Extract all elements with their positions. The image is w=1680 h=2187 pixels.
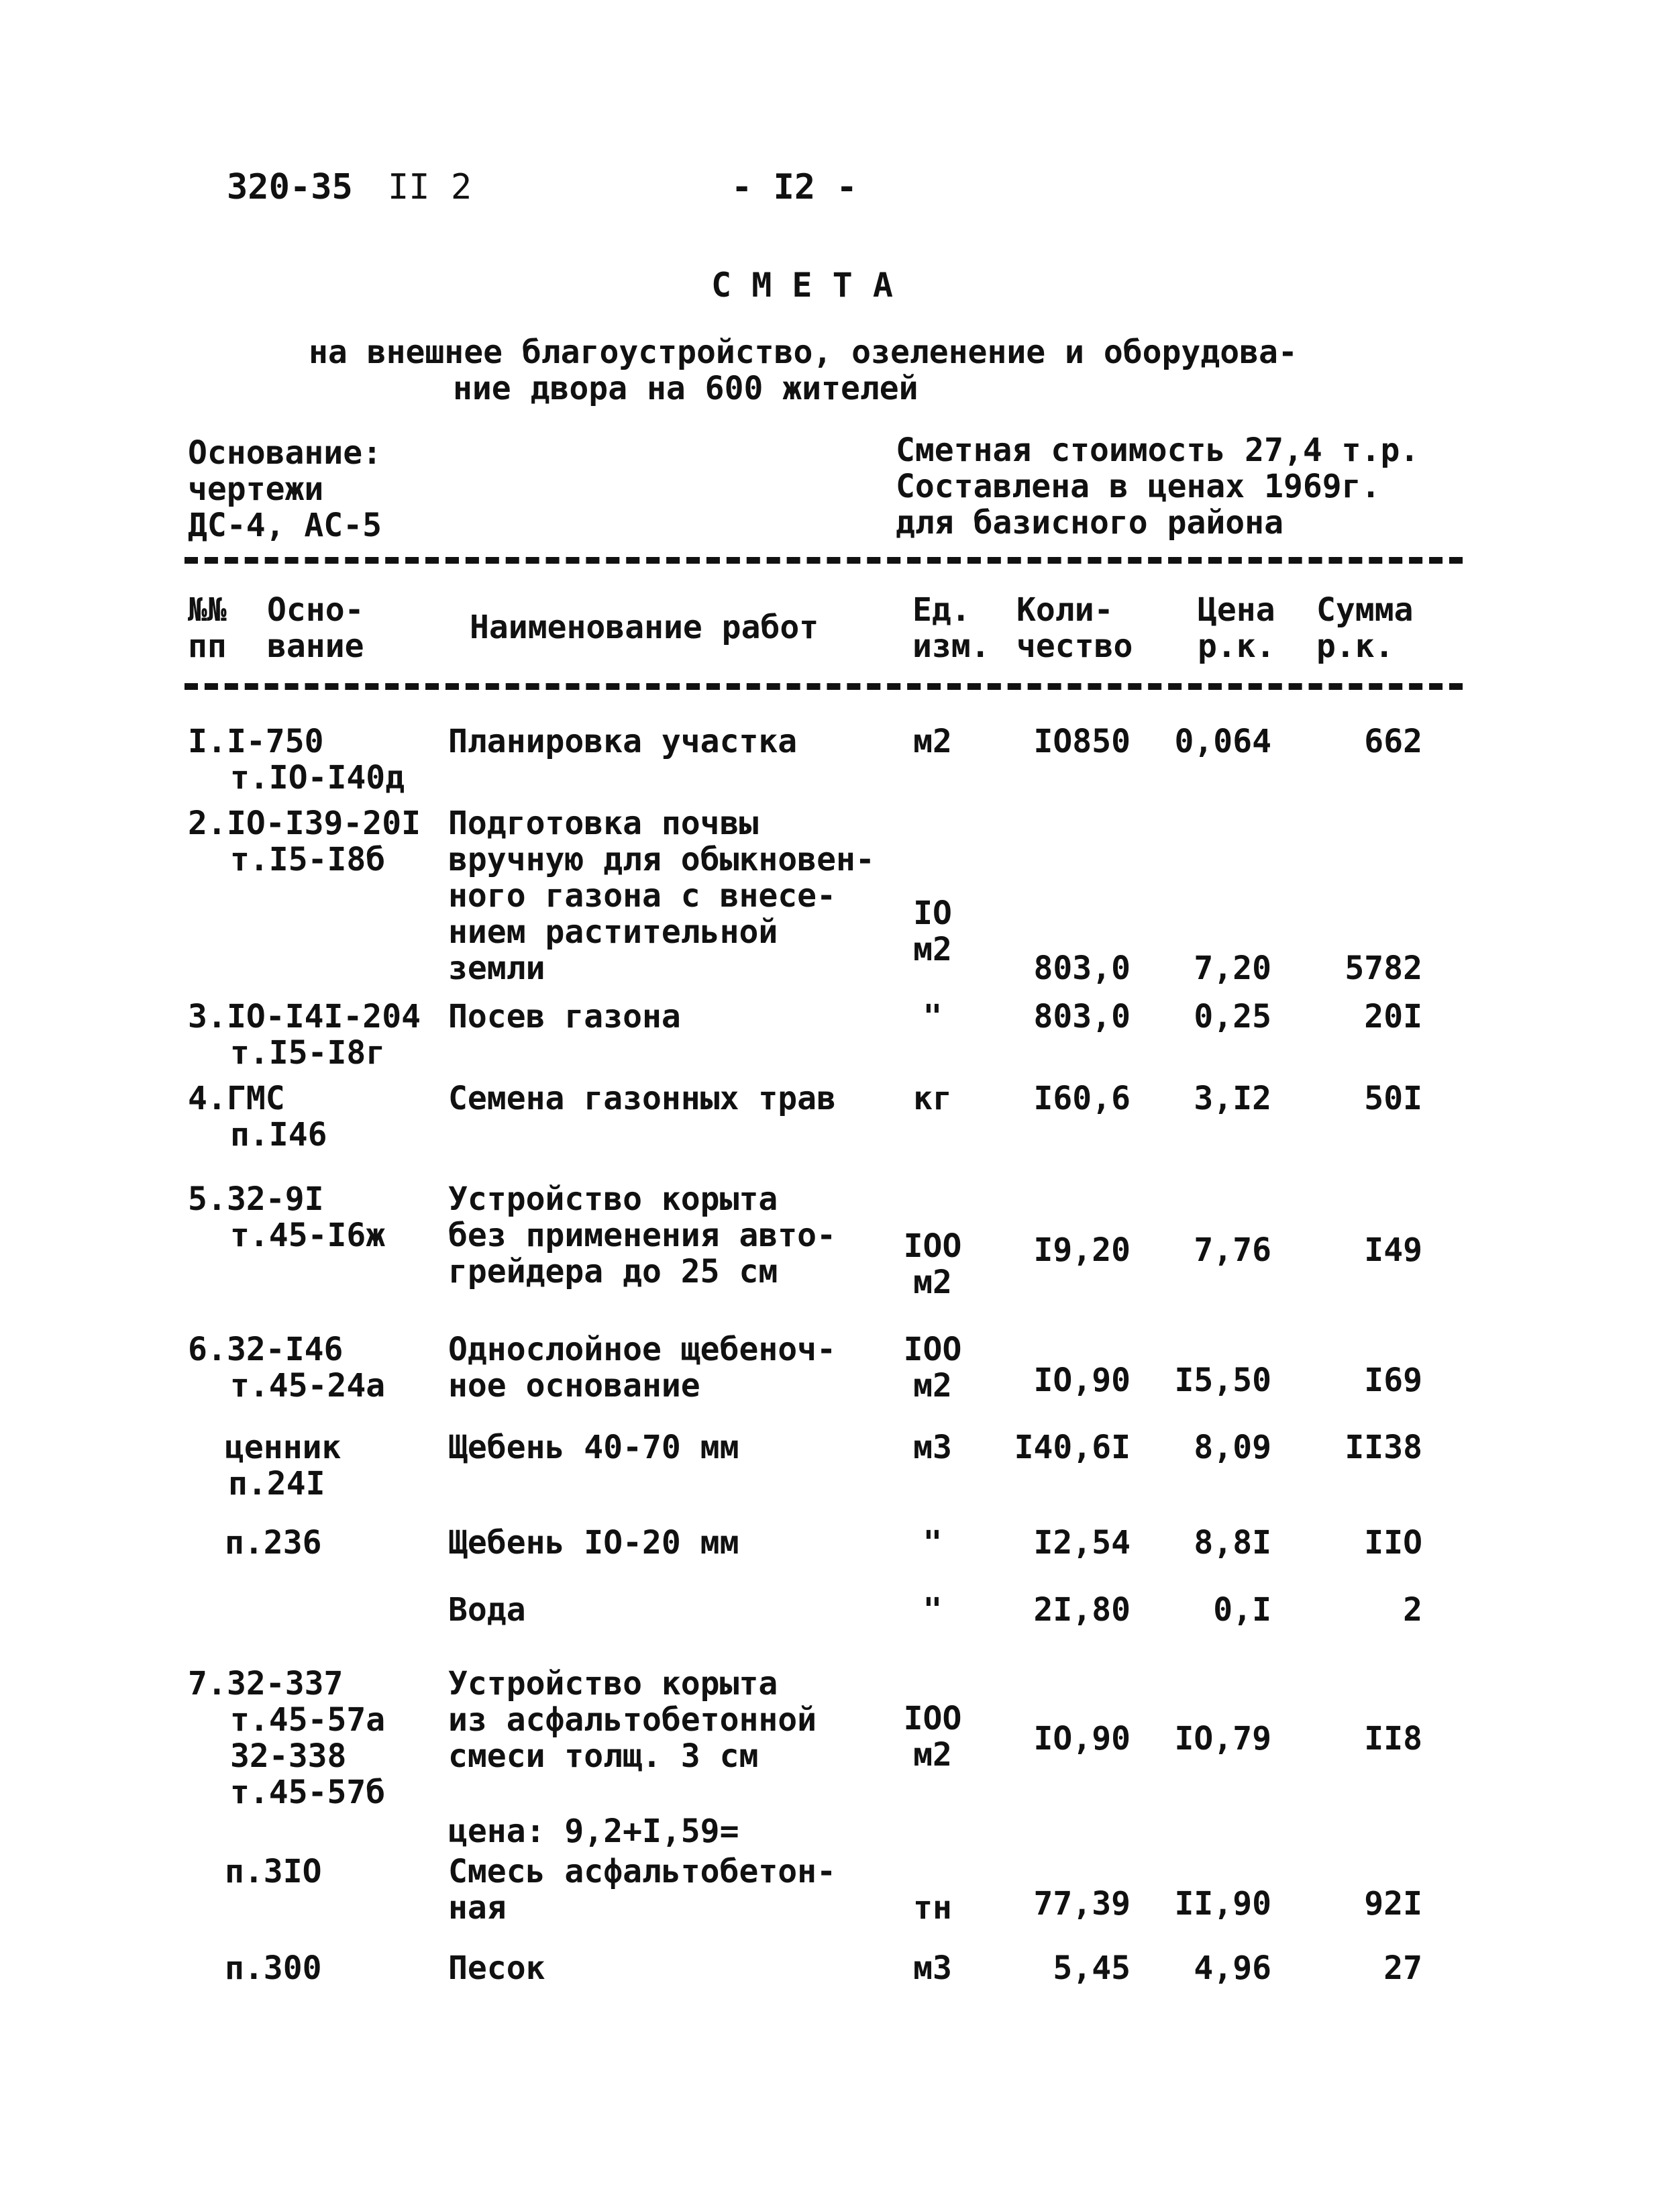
row-quantity: IO850 bbox=[1033, 723, 1131, 760]
basis-line-2: чертежи bbox=[188, 470, 324, 508]
col-header-num-line-2: пп bbox=[188, 627, 227, 665]
row-basis-line: ценник bbox=[225, 1429, 342, 1466]
row-sum: 5782 bbox=[1345, 950, 1422, 987]
cost-info-line-3: для базисного района bbox=[896, 504, 1283, 542]
row-work-name-line: ное основание bbox=[448, 1367, 700, 1405]
col-header-unit-line-2: изм. bbox=[912, 627, 990, 665]
row-sum: 20I bbox=[1364, 998, 1422, 1035]
row-basis-line: п.236 bbox=[225, 1524, 322, 1562]
row-unit-line: м2 bbox=[913, 1736, 952, 1774]
cost-info-line-1: Сметная стоимость 27,4 т.р. bbox=[896, 431, 1420, 469]
row-sum: II8 bbox=[1364, 1720, 1422, 1758]
document-title: С М Е Т А bbox=[711, 266, 893, 305]
divider-top bbox=[185, 557, 1463, 564]
row-sum: II38 bbox=[1345, 1429, 1422, 1466]
col-header-basis-line-2: вание bbox=[267, 627, 364, 665]
row-sum: 50I bbox=[1364, 1080, 1422, 1117]
row-unit-price: II,90 bbox=[1174, 1885, 1271, 1923]
row-unit-price: 4,96 bbox=[1194, 1949, 1271, 1987]
document-code: 320-35 bbox=[227, 167, 353, 207]
row-basis-line: т.IO-I40д bbox=[230, 759, 405, 797]
row-unit-line: " bbox=[923, 1524, 943, 1562]
row-number: 2. bbox=[188, 805, 227, 842]
row-unit-price: 0,064 bbox=[1174, 723, 1271, 760]
row-work-name-line: Посев газона bbox=[448, 998, 681, 1035]
row-sum: 27 bbox=[1383, 1949, 1422, 1987]
row-unit-line: IOO bbox=[903, 1700, 962, 1737]
row-basis-line: 32-338 bbox=[230, 1737, 347, 1775]
row-work-name-line: Устройство корыта bbox=[448, 1180, 778, 1218]
col-header-qty bbox=[1016, 592, 1133, 664]
row-unit-price: 7,20 bbox=[1194, 950, 1271, 987]
row-unit-line: м3 bbox=[913, 1949, 952, 1987]
cost-info-line-2: Составлена в ценах 1969г. bbox=[896, 468, 1381, 505]
row-work-name-line: вручную для обыкновен- bbox=[448, 841, 875, 878]
row-unit-line: " bbox=[923, 998, 943, 1035]
row-quantity: I2,54 bbox=[1033, 1524, 1131, 1562]
basis-line-1: Основание: bbox=[188, 434, 382, 472]
col-header-basis-line-1: Осно- bbox=[267, 591, 364, 629]
row-work-name-line: Щебень 40-70 мм bbox=[448, 1429, 739, 1466]
row-sum: I69 bbox=[1364, 1362, 1422, 1399]
row-basis-line: п.24I bbox=[228, 1465, 325, 1503]
row-unit-price: 7,76 bbox=[1194, 1231, 1271, 1269]
row-quantity: IO,90 bbox=[1033, 1362, 1131, 1399]
row-work-name-line: Подготовка почвы bbox=[448, 805, 759, 842]
row-basis-line: I-750 bbox=[227, 723, 324, 760]
row-unit-line: м2 bbox=[913, 1367, 952, 1405]
row-quantity: 77,39 bbox=[1033, 1885, 1131, 1923]
row-sum: IIO bbox=[1364, 1524, 1422, 1562]
row-unit-line: IO bbox=[913, 895, 952, 932]
row-unit-line: кг bbox=[913, 1080, 952, 1117]
row-number: 6. bbox=[188, 1331, 227, 1368]
row-basis-line: п.3IO bbox=[225, 1853, 322, 1890]
row-quantity: 803,0 bbox=[1033, 950, 1131, 987]
row-unit-price: 8,8I bbox=[1194, 1524, 1271, 1562]
col-header-price bbox=[1198, 592, 1275, 664]
row-quantity: 5,45 bbox=[1053, 1949, 1131, 1987]
row-unit-price: IO,79 bbox=[1174, 1720, 1271, 1758]
row-unit-line: тн bbox=[913, 1889, 952, 1927]
row-quantity: I60,6 bbox=[1033, 1080, 1131, 1117]
row-basis-line: п.I46 bbox=[230, 1116, 327, 1154]
row-number: 5. bbox=[188, 1180, 227, 1218]
col-header-sum bbox=[1316, 592, 1414, 664]
row-basis-line: т.45-57а bbox=[230, 1701, 386, 1739]
row-basis-line: ГМС bbox=[227, 1080, 285, 1117]
row-work-name-line: Вода bbox=[448, 1591, 526, 1629]
row-basis-line: т.I5-I8г bbox=[230, 1034, 386, 1072]
row-basis-line: 32-9I bbox=[227, 1180, 324, 1218]
page-number: - I2 - bbox=[731, 167, 857, 207]
col-header-sum-line-2: р.к. bbox=[1316, 627, 1394, 665]
row-unit-line: IOO bbox=[903, 1331, 962, 1368]
row-work-name-line: грейдера до 25 см bbox=[448, 1253, 778, 1290]
row-sum: 92I bbox=[1364, 1885, 1422, 1923]
row-basis-line: т.45-57б bbox=[230, 1774, 386, 1811]
row-quantity: IO,90 bbox=[1033, 1720, 1131, 1758]
row-sum: I49 bbox=[1364, 1231, 1422, 1269]
row-work-name-line: Песок bbox=[448, 1949, 545, 1987]
col-header-sum-line-1: Сумма bbox=[1316, 591, 1414, 629]
row-unit-line: IOO bbox=[903, 1227, 962, 1265]
row-quantity: 803,0 bbox=[1033, 998, 1131, 1035]
row-work-name-line: Устройство корыта bbox=[448, 1665, 778, 1702]
document-part: II 2 bbox=[388, 167, 472, 207]
row-work-name-line: без применения авто- bbox=[448, 1217, 836, 1254]
row-basis-line: п.300 bbox=[225, 1949, 322, 1987]
row-unit-line: " bbox=[923, 1591, 943, 1629]
row-unit-price: 8,09 bbox=[1194, 1429, 1271, 1466]
col-header-qty-line-2: чество bbox=[1016, 627, 1133, 665]
divider-header bbox=[185, 683, 1463, 690]
row-number: 3. bbox=[188, 998, 227, 1035]
row-basis-line: IO-I4I-204 bbox=[227, 998, 421, 1035]
row-unit-line: м2 bbox=[913, 1264, 952, 1301]
cost-info-block bbox=[896, 432, 1419, 541]
row-work-name-line: Смесь асфальтобетон- bbox=[448, 1853, 836, 1890]
col-header-price-line-1: Цена bbox=[1198, 591, 1275, 629]
row-work-name-line: нием растительной bbox=[448, 913, 778, 951]
row-quantity: 2I,80 bbox=[1033, 1591, 1131, 1629]
row-number: 4. bbox=[188, 1080, 227, 1117]
row-work-name-line: ного газона с внесе- bbox=[448, 877, 836, 915]
row-unit-price: 3,I2 bbox=[1194, 1080, 1271, 1117]
row-quantity: I40,6I bbox=[1014, 1429, 1131, 1466]
row-work-name-line: земли bbox=[448, 950, 545, 987]
row-basis-line: 32-337 bbox=[227, 1665, 344, 1702]
col-header-basis bbox=[267, 592, 364, 664]
row-work-name-line: Семена газонных трав bbox=[448, 1080, 836, 1117]
row-work-name-line: ная bbox=[448, 1889, 507, 1927]
row-unit-line: м2 bbox=[913, 723, 952, 760]
col-header-price-line-2: р.к. bbox=[1198, 627, 1275, 665]
row-basis-line: IO-I39-20I bbox=[227, 805, 421, 842]
row-basis-line: т.45-24а bbox=[230, 1367, 386, 1405]
row-unit-price: I5,50 bbox=[1174, 1362, 1271, 1399]
col-header-unit-line-1: Ед. bbox=[912, 591, 971, 629]
subtitle-line-2: ние двора на 600 жителей bbox=[453, 370, 918, 407]
col-header-unit bbox=[912, 592, 990, 664]
row-work-name-line: Щебень IO-20 мм bbox=[448, 1524, 739, 1562]
row-sum: 2 bbox=[1403, 1591, 1422, 1629]
row-unit-price: 0,25 bbox=[1194, 998, 1271, 1035]
basis-line-3: ДС-4, АС-5 bbox=[188, 507, 382, 544]
row-number: 7. bbox=[188, 1665, 227, 1702]
row-work-name-line: Однослойное щебеноч- bbox=[448, 1331, 836, 1368]
row-sum: 662 bbox=[1364, 723, 1422, 760]
col-header-qty-line-1: Коли- bbox=[1016, 591, 1114, 629]
row-quantity: I9,20 bbox=[1033, 1231, 1131, 1269]
row-work-name-line: смеси толщ. 3 см bbox=[448, 1737, 759, 1775]
row-work-name-line: Планировка участка bbox=[448, 723, 798, 760]
row-basis-line: т.45-I6ж bbox=[230, 1217, 386, 1254]
col-header-name: Наименование работ bbox=[470, 609, 819, 646]
col-header-num bbox=[188, 592, 227, 664]
document-subtitle bbox=[309, 334, 1298, 407]
row-work-name-line: из асфальтобетонной bbox=[448, 1701, 817, 1739]
row-unit-line: м3 bbox=[913, 1429, 952, 1466]
subtitle-line-1: на внешнее благоустройство, озеленение и оборудова- bbox=[309, 334, 1298, 371]
row-unit-price: 0,I bbox=[1213, 1591, 1271, 1629]
row-price-note: цена: 9,2+I,59= bbox=[448, 1813, 739, 1850]
row-basis-line: т.I5-I8б bbox=[230, 841, 386, 878]
basis-block bbox=[188, 435, 382, 544]
row-number: I. bbox=[188, 723, 227, 760]
col-header-num-line-1: №№ bbox=[188, 591, 227, 629]
row-unit-line: м2 bbox=[913, 931, 952, 968]
row-basis-line: 32-I46 bbox=[227, 1331, 344, 1368]
